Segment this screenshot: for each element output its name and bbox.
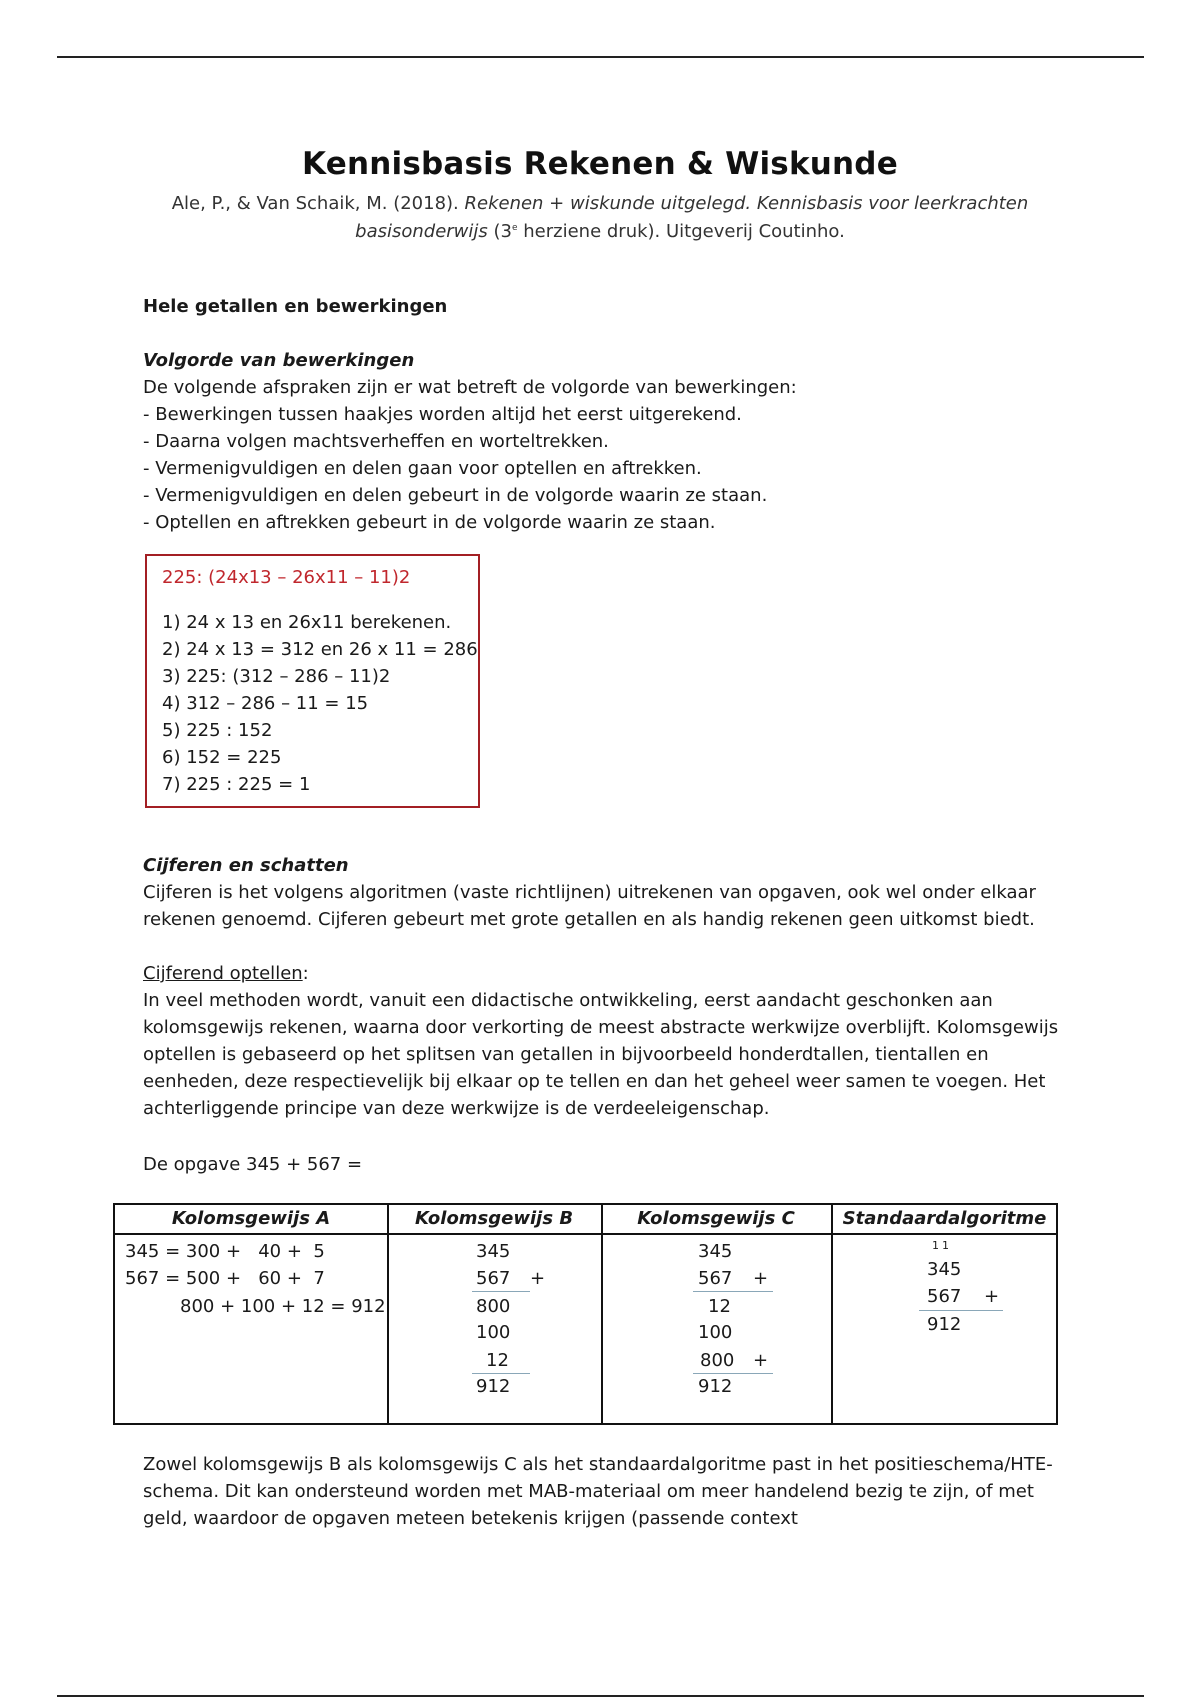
example-step: 5) 225 : 152 bbox=[162, 720, 273, 741]
table-header-c: Kolomsgewijs C bbox=[637, 1208, 795, 1229]
optellen-topic: Cijferend optellen bbox=[143, 963, 303, 984]
col-b-value: 567 bbox=[476, 1268, 511, 1289]
optellen-paragraph-line: kolomsgewijs rekenen, waarna door verkorting de meest abstracte werkwijze overblijft. Kolomsgewijs bbox=[143, 1017, 1059, 1038]
example-box bbox=[145, 554, 480, 808]
optellen-topic-suffix: : bbox=[302, 963, 309, 984]
task-text: De opgave 345 + 567 = bbox=[143, 1154, 363, 1175]
col-a-line: 800 + 100 + 12 = 912 bbox=[180, 1296, 386, 1317]
citation bbox=[150, 190, 1050, 246]
col-c-value: 800 bbox=[700, 1350, 735, 1371]
col-b-plus: + bbox=[530, 1268, 546, 1289]
col-c-value: 912 bbox=[698, 1376, 733, 1397]
col-c-sum-line bbox=[693, 1291, 773, 1292]
col-d-plus: + bbox=[984, 1286, 1000, 1307]
section-heading bbox=[143, 293, 1063, 320]
col-c-value: 567 bbox=[698, 1268, 733, 1289]
col-c-value: 345 bbox=[698, 1241, 733, 1262]
col-b-value: 100 bbox=[476, 1322, 511, 1343]
closing-line: Zowel kolomsgewijs B als kolomsgewijs C als het standaardalgoritme past in het positieschema/HTE- bbox=[143, 1454, 1053, 1475]
col-c-plus: + bbox=[753, 1268, 769, 1289]
example-step: 7) 225 : 225 = 1 bbox=[162, 774, 311, 795]
closing-line: schema. Dit kan ondersteund worden met MAB-materiaal om meer handelend bezig te zijn, of met bbox=[143, 1481, 1034, 1502]
example-step: 4) 312 – 286 – 11 = 15 bbox=[162, 693, 369, 714]
optellen-paragraph-line: In veel methoden wordt, vanuit een didactische ontwikkeling, eerst aandacht geschonken aan bbox=[143, 990, 993, 1011]
citation-book-title: Rekenen + wiskunde uitgelegd. Kennisbasis voor leerkrachten basisonderwijs bbox=[355, 193, 1029, 242]
table-header-d: Standaardalgoritme bbox=[842, 1208, 1047, 1229]
optellen-paragraph-line: optellen is gebaseerd op het splitsen van getallen in bijvoorbeeld honderdtallen, tientallen en bbox=[143, 1044, 989, 1065]
table-header-a: Kolomsgewijs A bbox=[171, 1208, 331, 1229]
col-c-value: 12 bbox=[708, 1296, 731, 1317]
example-step: 3) 225: (312 – 286 – 11)2 bbox=[162, 666, 391, 687]
col-a-line: 345 = 300 + 40 + 5 bbox=[125, 1241, 325, 1262]
table-column-divider bbox=[601, 1205, 603, 1423]
col-b-sum-line bbox=[472, 1291, 530, 1292]
cijferen-section bbox=[143, 852, 1063, 933]
rule-item: - Daarna volgen machtsverheffen en worteltrekken. bbox=[143, 431, 609, 452]
example-step: 2) 24 x 13 = 312 en 26 x 11 = 286 bbox=[162, 639, 478, 660]
cijferen-paragraph-line: rekenen genoemd. Cijferen gebeurt met grote getallen en als handig rekenen geen uitkomst biedt. bbox=[143, 909, 1035, 930]
col-b-value: 345 bbox=[476, 1241, 511, 1262]
rule-item: - Bewerkingen tussen haakjes worden altijd het eerst uitgerekend. bbox=[143, 404, 742, 425]
col-d-carry: 11 bbox=[932, 1239, 952, 1252]
example-step: 6) 152 = 225 bbox=[162, 747, 282, 768]
table-column-divider bbox=[387, 1205, 389, 1423]
task-line bbox=[143, 1151, 1063, 1178]
bottom-rule bbox=[57, 1695, 1144, 1697]
example-problem: 225: (24x13 – 26x11 – 11)2 bbox=[162, 567, 411, 588]
col-b-value: 912 bbox=[476, 1376, 511, 1397]
page-title: Kennisbasis Rekenen & Wiskunde bbox=[302, 146, 898, 182]
col-c-value: 100 bbox=[698, 1322, 733, 1343]
citation-authors: Ale, P., & Van Schaik, M. (2018). bbox=[171, 193, 465, 214]
volgorde-subheading: Volgorde van bewerkingen bbox=[143, 350, 415, 371]
section-heading-text: Hele getallen en bewerkingen bbox=[143, 296, 448, 317]
table-header-b: Kolomsgewijs B bbox=[414, 1208, 574, 1229]
col-b-value: 12 bbox=[486, 1350, 509, 1371]
col-d-value: 567 bbox=[927, 1286, 962, 1307]
citation-edition-post: herziene druk). Uitgeverij Coutinho. bbox=[517, 221, 845, 242]
cijferen-subheading: Cijferen en schatten bbox=[143, 855, 349, 876]
table-column-divider bbox=[831, 1205, 833, 1423]
citation-edition-pre: (3 bbox=[487, 221, 512, 242]
col-c-plus: + bbox=[753, 1350, 769, 1371]
optellen-paragraph-line: eenheden, deze respectievelijk bij elkaar op te tellen en dan het geheel weer samen te voegen. Het bbox=[143, 1071, 1046, 1092]
optellen-section bbox=[143, 960, 1063, 1122]
rule-item: - Optellen en aftrekken gebeurt in de volgorde waarin ze staan. bbox=[143, 512, 716, 533]
volgorde-intro: De volgende afspraken zijn er wat betreft de volgorde van bewerkingen: bbox=[143, 377, 797, 398]
example-step: 1) 24 x 13 en 26x11 berekenen. bbox=[162, 612, 452, 633]
rule-item: - Vermenigvuldigen en delen gaan voor optellen en aftrekken. bbox=[143, 458, 702, 479]
calculation-table bbox=[113, 1203, 1058, 1425]
top-rule bbox=[57, 56, 1144, 58]
closing-line: geld, waardoor de opgaven meteen betekenis krijgen (passende context bbox=[143, 1508, 798, 1529]
table-header-divider bbox=[115, 1233, 1056, 1235]
rule-item: - Vermenigvuldigen en delen gebeurt in de volgorde waarin ze staan. bbox=[143, 485, 768, 506]
optellen-paragraph-line: achterliggende principe van deze werkwijze is de verdeeleigenschap. bbox=[143, 1098, 770, 1119]
col-d-value: 912 bbox=[927, 1314, 962, 1335]
col-a-line: 567 = 500 + 60 + 7 bbox=[125, 1268, 325, 1289]
closing-paragraph bbox=[143, 1451, 1063, 1532]
volgorde-section bbox=[143, 347, 1063, 536]
citation-edition-sup: e bbox=[511, 223, 518, 233]
col-b-value: 800 bbox=[476, 1296, 511, 1317]
cijferen-paragraph-line: Cijferen is het volgens algoritmen (vaste richtlijnen) uitrekenen van opgaven, ook wel onder elkaar bbox=[143, 882, 1036, 903]
col-d-value: 345 bbox=[927, 1259, 962, 1280]
